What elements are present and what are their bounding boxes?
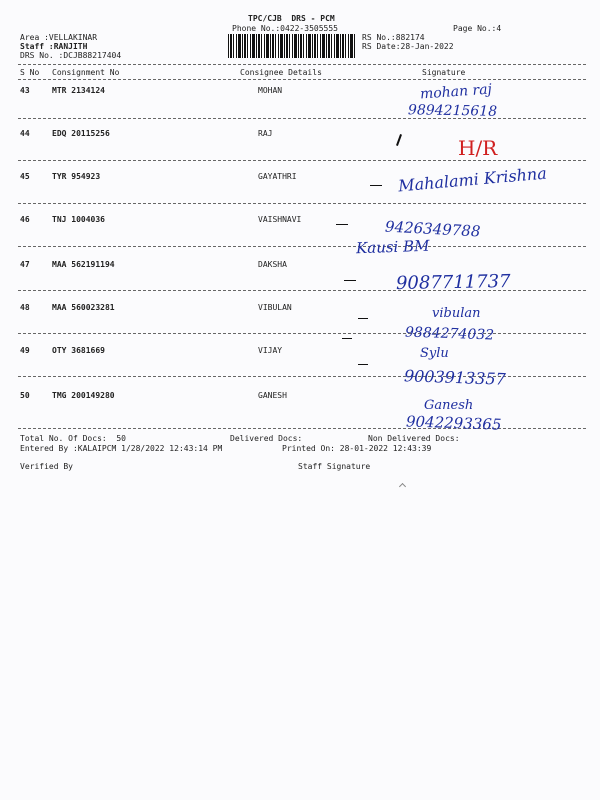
row-consignee: VIJAY bbox=[258, 346, 283, 355]
divider bbox=[18, 64, 586, 65]
pen-dash-mark bbox=[342, 338, 352, 339]
row-divider bbox=[18, 160, 586, 161]
barcode-image bbox=[228, 34, 355, 58]
row-consignee: VAISHNAVI bbox=[258, 215, 302, 224]
row-sno: 49 bbox=[20, 346, 30, 355]
handwritten-phone: 9003913357 bbox=[403, 366, 507, 389]
pen-dash-mark bbox=[370, 185, 382, 186]
area-label: Area :VELLAKINAR bbox=[20, 33, 98, 42]
printed-on: Printed On: 28-01-2022 12:43:39 bbox=[282, 444, 432, 453]
pen-dash-mark bbox=[358, 364, 368, 365]
row-consignment: MAA 560023281 bbox=[52, 303, 115, 312]
row-sno: 47 bbox=[20, 260, 30, 269]
row-consignee: VIBULAN bbox=[258, 303, 292, 312]
divider bbox=[18, 79, 586, 80]
phone-number: Phone No.:0422-3505555 bbox=[232, 24, 338, 33]
handwritten-signature: Ganesh bbox=[424, 398, 474, 413]
pen-dash-mark bbox=[358, 318, 368, 319]
column-header-consignee: Consignee Details bbox=[240, 68, 322, 77]
row-sno: 45 bbox=[20, 172, 30, 181]
row-sno: 50 bbox=[20, 391, 30, 400]
handwritten-signature: mohan raj bbox=[419, 81, 493, 103]
entered-by: Entered By :KALAIPCM 1/28/2022 12:43:14 PM bbox=[20, 444, 223, 453]
pen-mark bbox=[399, 483, 406, 490]
row-divider bbox=[18, 333, 586, 334]
pen-tick-mark bbox=[396, 134, 402, 146]
staff-label: Staff :RANJITH bbox=[20, 42, 88, 51]
handwritten-signature: vibulan bbox=[432, 306, 481, 321]
row-consignee: GAYATHRI bbox=[258, 172, 297, 181]
row-consignment: MTR 2134124 bbox=[52, 86, 105, 95]
row-consignee: RAJ bbox=[258, 129, 273, 138]
column-header-consignment: Consignment No bbox=[52, 68, 120, 77]
row-consignee: MOHAN bbox=[258, 86, 283, 95]
verified-by-label: Verified By bbox=[20, 462, 73, 471]
rs-date: RS Date:28-Jan-2022 bbox=[362, 42, 454, 51]
handwritten-signature: Mahalami Krishna bbox=[397, 163, 548, 196]
row-sno: 46 bbox=[20, 215, 30, 224]
row-consignment: TYR 954923 bbox=[52, 172, 101, 181]
column-header-signature: Signature bbox=[422, 68, 466, 77]
row-consignment: TNJ 1004036 bbox=[52, 215, 105, 224]
handwritten-phone: 9894215618 bbox=[407, 102, 498, 120]
delivered-docs: Delivered Docs: bbox=[230, 434, 303, 443]
handwritten-hr-note: H/R bbox=[458, 136, 498, 160]
handwritten-phone: 9426349788 bbox=[384, 217, 481, 241]
pen-dash-mark bbox=[336, 224, 348, 225]
non-delivered-docs: Non Delivered Docs: bbox=[368, 434, 460, 443]
handwritten-phone: 9087711737 bbox=[395, 271, 511, 294]
row-consignment: OTY 3681669 bbox=[52, 346, 105, 355]
total-docs: Total No. Of Docs: 50 bbox=[20, 434, 126, 443]
page-number: Page No.:4 bbox=[453, 24, 502, 33]
row-consignee: DAKSHA bbox=[258, 260, 287, 269]
drs-number: DRS No. :DCJB88217404 bbox=[20, 51, 122, 60]
handwritten-signature: Sylu bbox=[420, 346, 449, 361]
column-header-sno: S No bbox=[20, 68, 40, 77]
handwritten-signature: Kausi BM bbox=[355, 236, 430, 258]
row-sno: 44 bbox=[20, 129, 30, 138]
row-divider bbox=[18, 246, 586, 247]
document-title: TPC/CJB DRS - PCM bbox=[248, 14, 335, 23]
row-divider bbox=[18, 118, 586, 119]
staff-signature-label: Staff Signature bbox=[298, 462, 371, 471]
handwritten-phone: 9884274032 bbox=[404, 324, 495, 344]
row-sno: 43 bbox=[20, 86, 30, 95]
row-consignment: EDQ 20115256 bbox=[52, 129, 110, 138]
row-consignee: GANESH bbox=[258, 391, 287, 400]
row-consignment: MAA 562191194 bbox=[52, 260, 115, 269]
row-sno: 48 bbox=[20, 303, 30, 312]
handwritten-phone: 9042293365 bbox=[405, 412, 502, 434]
pen-dash-mark bbox=[344, 280, 356, 281]
row-consignment: TMG 200149280 bbox=[52, 391, 115, 400]
row-divider bbox=[18, 203, 586, 204]
rs-number: RS No.:882174 bbox=[362, 33, 425, 42]
